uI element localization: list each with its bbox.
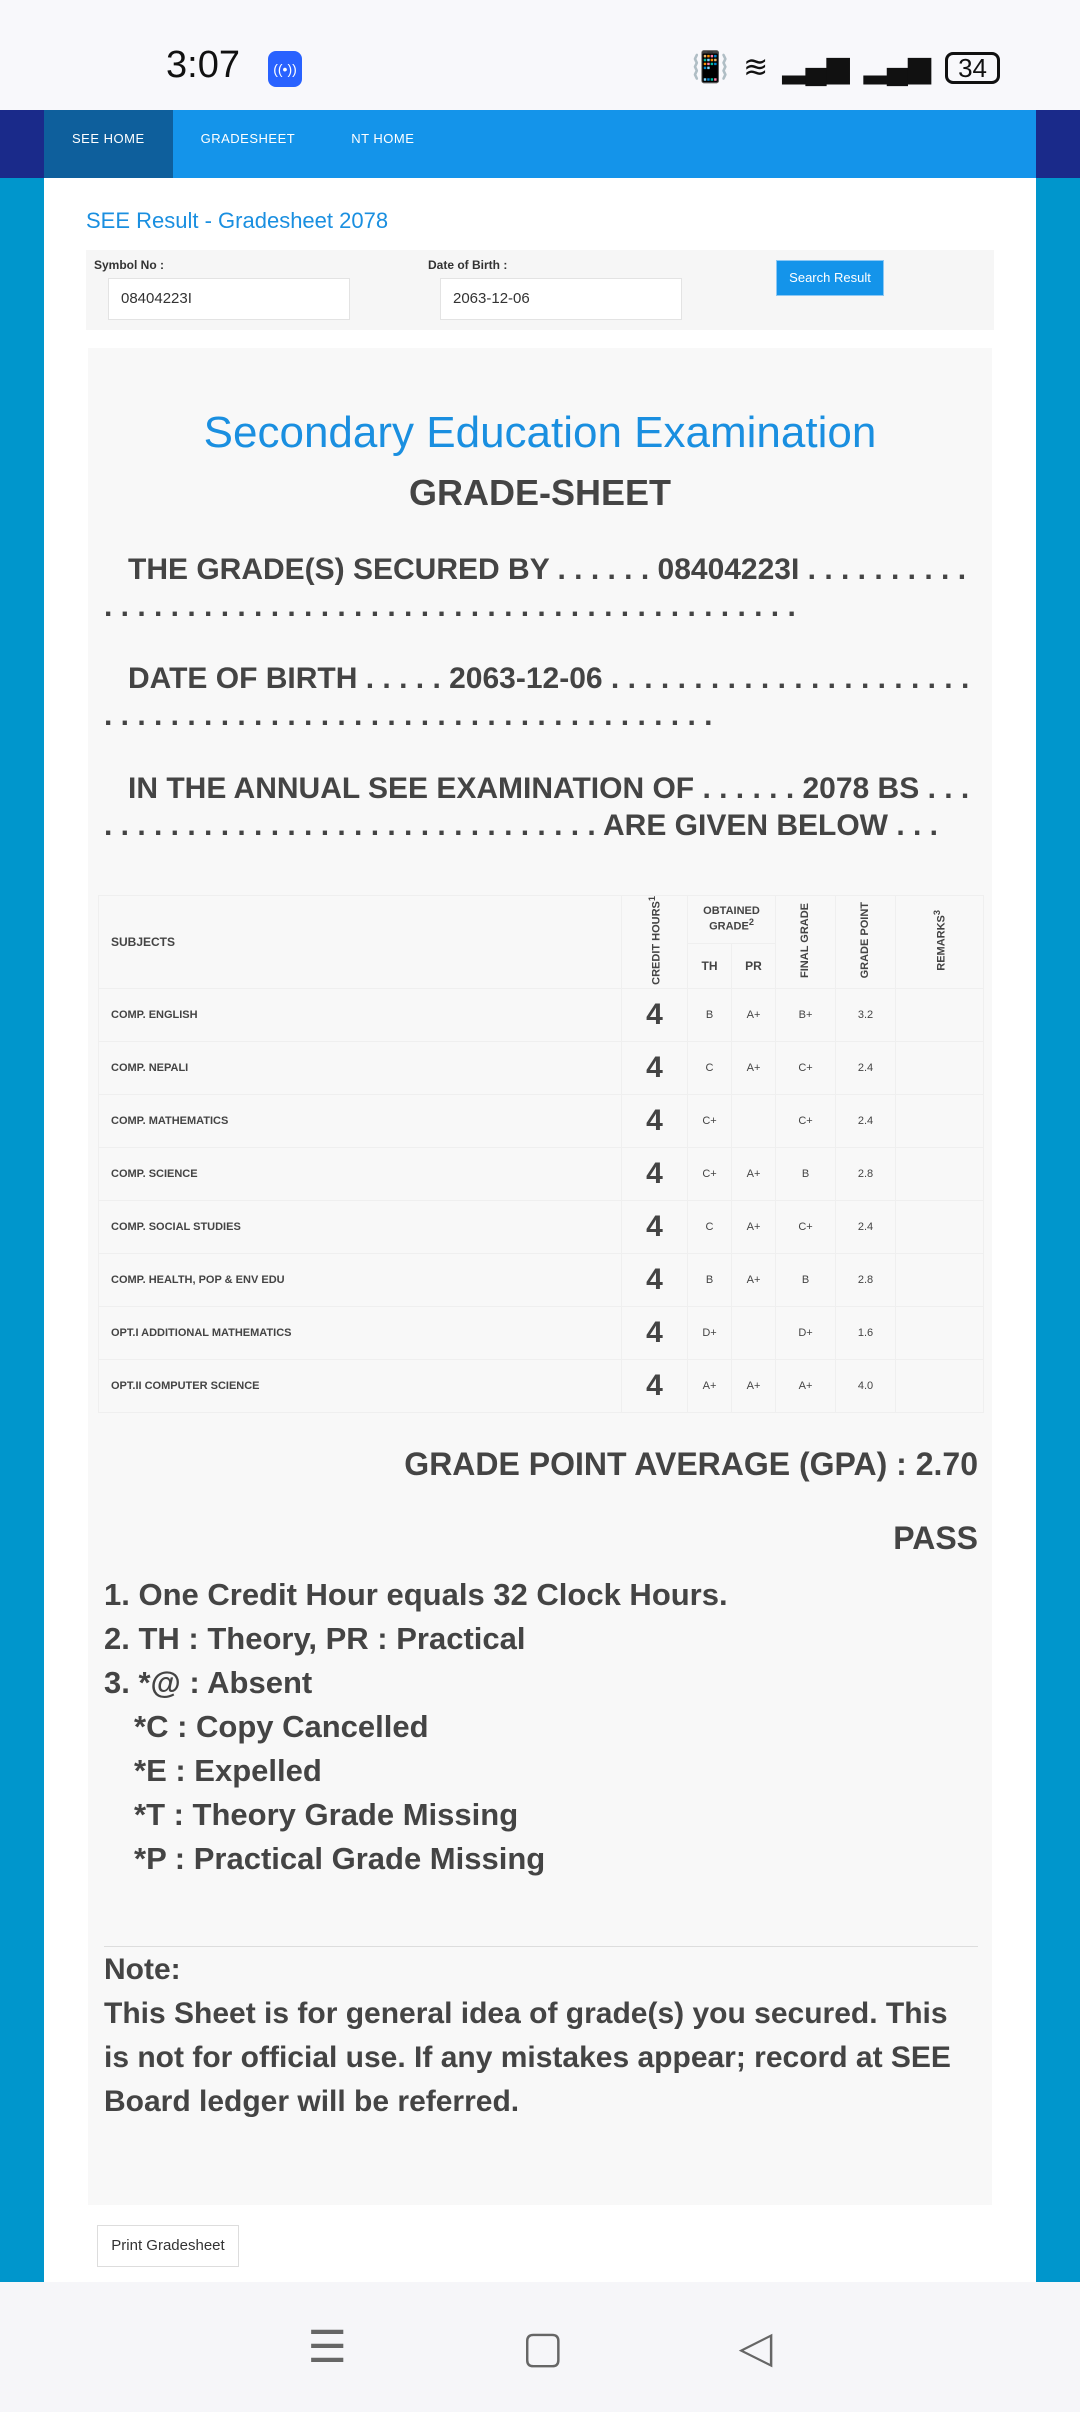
final-grade-cell: C+ — [776, 1094, 836, 1147]
credit-cell: 4 — [622, 1359, 688, 1412]
credit-cell: 4 — [622, 1200, 688, 1253]
grade-point-cell: 2.8 — [836, 1147, 896, 1200]
header-pr: PR — [732, 943, 776, 988]
signal-icon: ▂▄▆ — [782, 51, 850, 84]
header-th: TH — [688, 943, 732, 988]
final-grade-cell: B — [776, 1253, 836, 1306]
system-nav-bar — [0, 2282, 1080, 2412]
grade-point-cell: 2.4 — [836, 1200, 896, 1253]
status-bar — [0, 0, 1080, 110]
dob-label: Date of Birth : — [428, 258, 508, 272]
divider — [104, 1946, 978, 1947]
remarks-cell — [896, 1094, 984, 1147]
header-subjects: SUBJECTS — [99, 896, 622, 989]
credit-cell: 4 — [622, 988, 688, 1041]
nav-see-home[interactable]: SEE HOME — [44, 110, 173, 178]
grade-point-cell: 2.4 — [836, 1094, 896, 1147]
pr-grade-cell: A+ — [732, 1041, 776, 1094]
remarks-cell — [896, 1253, 984, 1306]
pr-grade-cell: A+ — [732, 988, 776, 1041]
final-grade-cell: C+ — [776, 1200, 836, 1253]
main-content — [44, 178, 1036, 2282]
th-grade-cell: D+ — [688, 1306, 732, 1359]
note-title: Note: — [104, 1953, 181, 1986]
pr-grade-cell: A+ — [732, 1253, 776, 1306]
top-nav — [0, 110, 1080, 178]
final-grade-cell: A+ — [776, 1359, 836, 1412]
dob-line: DATE OF BIRTH . . . . . 2063-12-06 . . . . . . . . . . . . . . . . . . . . . . . . . . . . . . . . . . . . . . . . . . . . . . . . . . . . . . . . . . . — [104, 662, 970, 732]
remarks-cell — [896, 1200, 984, 1253]
legend-notes — [104, 1573, 728, 1881]
subject-cell: COMP. SCIENCE — [99, 1147, 622, 1200]
note-item: *C : Copy Cancelled — [134, 1709, 429, 1744]
th-grade-cell: C+ — [688, 1094, 732, 1147]
grades-table — [98, 895, 984, 1413]
secured-by-line: THE GRADE(S) SECURED BY . . . . . . 08404223I . . . . . . . . . . . . . . . . . . . . . . . . . . . . . . . . . . . . . . . . . . . . . . . . . . . . — [104, 553, 967, 623]
credit-cell: 4 — [622, 1041, 688, 1094]
note-item: *P : Practical Grade Missing — [134, 1841, 546, 1876]
note-item: *T : Theory Grade Missing — [134, 1797, 519, 1832]
nav-nt-home[interactable]: NT HOME — [351, 131, 415, 146]
credit-cell: 4 — [622, 1094, 688, 1147]
subject-cell: COMP. ENGLISH — [99, 988, 622, 1041]
pr-grade-cell — [732, 1306, 776, 1359]
vibrate-icon: 📳 — [691, 51, 730, 84]
table-row — [99, 1359, 984, 1412]
pr-grade-cell: A+ — [732, 1147, 776, 1200]
pr-grade-cell — [732, 1094, 776, 1147]
th-grade-cell: C+ — [688, 1147, 732, 1200]
grade-point-cell: 3.2 — [836, 988, 896, 1041]
header-obtained-grade: OBTAINED GRADE$^2$ — [688, 896, 776, 944]
final-grade-cell: B+ — [776, 988, 836, 1041]
subject-cell: COMP. SOCIAL STUDIES — [99, 1200, 622, 1253]
table-row — [99, 1306, 984, 1359]
note-item: *E : Expelled — [134, 1753, 322, 1788]
nav-gradesheet[interactable]: GRADESHEET — [200, 131, 296, 146]
credit-cell: 4 — [622, 1306, 688, 1359]
remarks-cell — [896, 1147, 984, 1200]
table-row — [99, 1094, 984, 1147]
clock: 3:07 — [166, 44, 240, 86]
th-grade-cell: C — [688, 1041, 732, 1094]
grade-sheet — [88, 348, 992, 2205]
final-grade-cell: B — [776, 1147, 836, 1200]
table-row — [99, 1147, 984, 1200]
header-remarks: REMARKS$^3$ — [931, 910, 948, 971]
th-grade-cell: A+ — [688, 1359, 732, 1412]
print-gradesheet-button[interactable]: Print Gradesheet — [97, 2225, 239, 2267]
th-grade-cell: C — [688, 1200, 732, 1253]
table-row — [99, 1041, 984, 1094]
table-row — [99, 988, 984, 1041]
subject-cell: OPT.I ADDITIONAL MATHEMATICS — [99, 1306, 622, 1359]
table-row — [99, 1200, 984, 1253]
signal-icon-2: ▂▄▆ — [863, 51, 932, 84]
th-grade-cell: B — [688, 988, 732, 1041]
back-icon[interactable]: ◁ — [738, 2322, 773, 2372]
subject-cell: OPT.II COMPUTER SCIENCE — [99, 1359, 622, 1412]
result-status: PASS — [893, 1520, 978, 1556]
home-icon[interactable]: ▢ — [522, 2322, 564, 2372]
search-result-button[interactable]: Search Result — [776, 260, 884, 296]
remarks-cell — [896, 988, 984, 1041]
credit-cell: 4 — [622, 1253, 688, 1306]
menu-icon[interactable]: ☰ — [307, 2322, 347, 2372]
wifi-icon: ≋ — [743, 51, 769, 84]
subject-cell: COMP. MATHEMATICS — [99, 1094, 622, 1147]
remarks-cell — [896, 1359, 984, 1412]
grade-point-cell: 2.4 — [836, 1041, 896, 1094]
gradesheet-heading: GRADE-SHEET — [408, 472, 672, 513]
remarks-cell — [896, 1041, 984, 1094]
header-grade-point: GRADE POINT — [859, 902, 871, 979]
symbol-input[interactable]: 08404223I — [108, 278, 350, 320]
th-grade-cell: B — [688, 1253, 732, 1306]
pr-grade-cell: A+ — [732, 1200, 776, 1253]
subject-cell: COMP. HEALTH, POP & ENV EDU — [99, 1253, 622, 1306]
hotspot-icon: ((•)) — [268, 51, 302, 87]
grade-point-cell: 1.6 — [836, 1306, 896, 1359]
disclaimer — [104, 1948, 978, 2124]
header-credit-hours: CREDIT HOURS$^1$ — [646, 896, 663, 985]
pr-grade-cell: A+ — [732, 1359, 776, 1412]
credit-cell: 4 — [622, 1147, 688, 1200]
note-item: 3. *@ : Absent — [104, 1665, 313, 1700]
grade-point-cell: 2.8 — [836, 1253, 896, 1306]
battery-icon: 34 — [945, 52, 1000, 84]
table-row — [99, 1253, 984, 1306]
final-grade-cell: D+ — [776, 1306, 836, 1359]
symbol-label: Symbol No : — [94, 258, 165, 272]
note-item: 2. TH : Theory, PR : Practical — [104, 1621, 526, 1656]
gpa: GRADE POINT AVERAGE (GPA) : 2.70 — [404, 1446, 978, 1482]
note-item: 1. One Credit Hour equals 32 Clock Hours. — [104, 1577, 728, 1612]
page-title: SEE Result - Gradesheet 2078 — [86, 208, 389, 233]
note-text: This Sheet is for general idea of grade(s) you secured. This is not for official use. If any mistakes appear; record at SEE Board ledger will be referred. — [104, 1997, 951, 2118]
subject-cell: COMP. NEPALI — [99, 1041, 622, 1094]
header-final-grade: FINAL GRADE — [799, 902, 811, 978]
search-form — [86, 250, 994, 330]
dob-input[interactable]: 2063-12-06 — [440, 278, 682, 320]
grade-point-cell: 4.0 — [836, 1359, 896, 1412]
remarks-cell — [896, 1306, 984, 1359]
final-grade-cell: C+ — [776, 1041, 836, 1094]
exam-line: IN THE ANNUAL SEE EXAMINATION OF . . . . . . 2078 BS . . . . . . . . . . . . . . . . . . . . . . . . . . . . . . . . . ARE GIVEN BELOW . . . — [104, 772, 970, 842]
exam-heading: Secondary Education Examination — [203, 408, 877, 457]
